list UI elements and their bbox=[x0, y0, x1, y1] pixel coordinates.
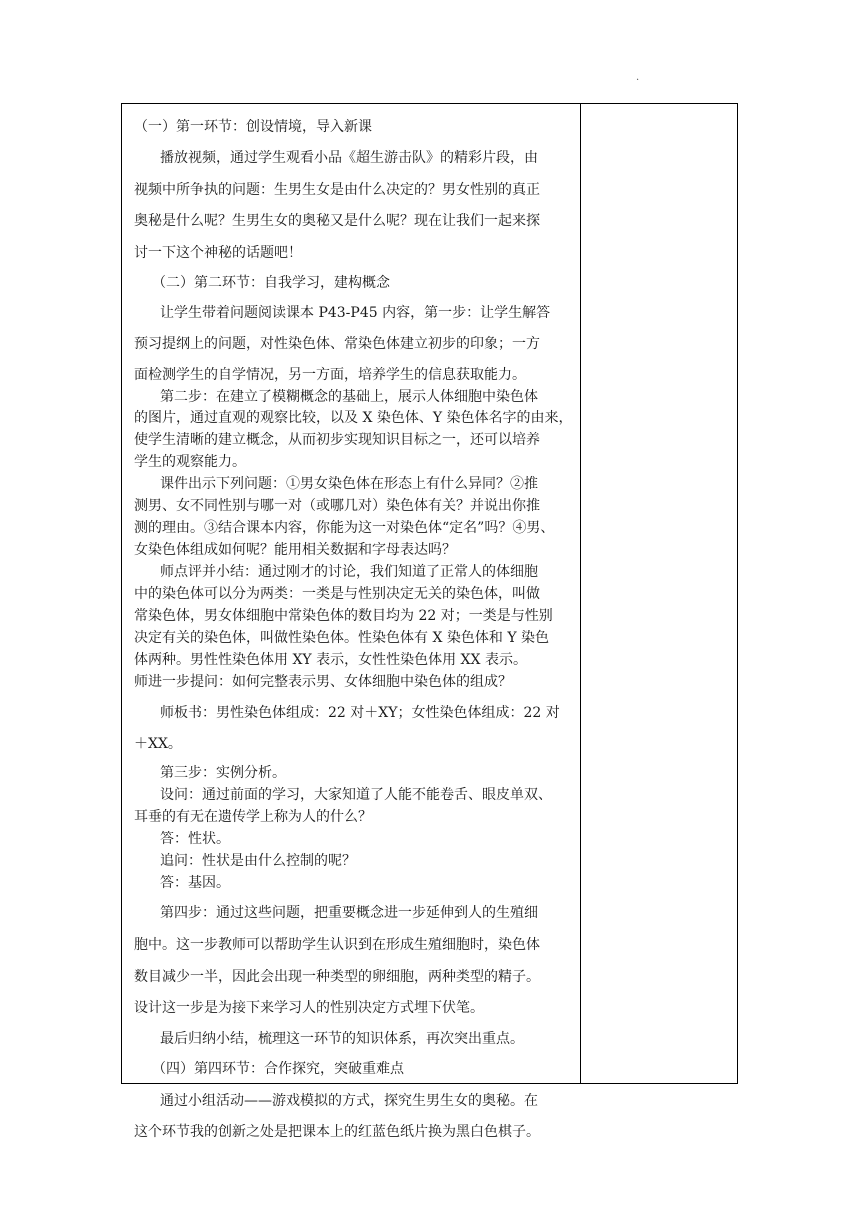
text-line: 中的染色体可以分为两类：一类是与性别决定无关的染色体，叫做 bbox=[134, 586, 540, 602]
text-line: 第三步：实例分析。 bbox=[160, 765, 286, 781]
text-line: 答：基因。 bbox=[160, 875, 230, 891]
text-line: 使学生清晰的建立概念，从而初步实现知识目标之一，还可以培养 bbox=[134, 432, 540, 448]
text-line: 讨一下这个神秘的话题吧！ bbox=[134, 245, 302, 261]
text-line: 最后归纳小结，梳理这一环节的知识体系，再次突出重点。 bbox=[160, 1031, 524, 1047]
text-line: 师板书：男性染色体组成：22 对＋XY；女性染色体组成：22 对 bbox=[160, 705, 560, 721]
text-line: ＋XX。 bbox=[134, 736, 182, 752]
text-line: 耳垂的有无在遗传学上称为人的什么？ bbox=[134, 809, 372, 825]
text-line: 常染色体，男女体细胞中常染色体的数目均为 22 对；一类是与性别 bbox=[134, 608, 553, 624]
text-line: 答：性状。 bbox=[160, 831, 230, 847]
text-line: 女染色体组成如何呢？能用相关数据和字母表达吗？ bbox=[134, 542, 456, 558]
text-line: 设问：通过前面的学习，大家知道了人能不能卷舌、眼皮单双、 bbox=[160, 787, 552, 803]
text-line: （二）第二环节：自我学习，建构概念 bbox=[152, 275, 390, 291]
text-line: （四）第四环节：合作探究，突破重难点 bbox=[152, 1061, 404, 1077]
text-line: 这个环节我的创新之处是把课本上的红蓝色纸片换为黑白色棋子。 bbox=[134, 1124, 540, 1140]
page-marker: . bbox=[636, 72, 640, 83]
table-column-divider bbox=[580, 103, 581, 1084]
text-line: 通过小组活动——游戏模拟的方式，探究生男生女的奥秘。在 bbox=[160, 1093, 538, 1109]
text-line: 的图片，通过直观的观察比较，以及 X 染色体、Y 染色体名字的由来， bbox=[134, 410, 573, 426]
text-line: 预习提纲上的问题，对性染色体、常染色体建立初步的印象；一方 bbox=[134, 336, 540, 352]
text-line: 师点评并小结：通过刚才的讨论，我们知道了正常人的体细胞 bbox=[160, 564, 538, 580]
text-line: 学生的观察能力。 bbox=[134, 454, 246, 470]
text-line: 数目减少一半，因此会出现一种类型的卵细胞，两种类型的精子。 bbox=[134, 969, 540, 985]
text-line: 设计这一步是为接下来学习人的性别决定方式埋下伏笔。 bbox=[134, 1000, 484, 1016]
text-line: 课件出示下列问题：①男女染色体在形态上有什么异同？②推 bbox=[160, 476, 538, 492]
text-line: 视频中所争执的问题：生男生女是由什么决定的？男女性别的真正 bbox=[134, 182, 540, 198]
text-line: 第四步：通过这些问题，把重要概念进一步延伸到人的生殖细 bbox=[160, 905, 538, 921]
text-line: 播放视频，通过学生观看小品《超生游击队》的精彩片段，由 bbox=[160, 150, 538, 166]
text-line: 体两种。男性性染色体用 XY 表示，女性性染色体用 XX 表示。 bbox=[134, 652, 527, 668]
text-line: 奥秘是什么呢？生男生女的奥秘又是什么呢？现在让我们一起来探 bbox=[134, 213, 540, 229]
text-line: 胞中。这一步教师可以帮助学生认识到在形成生殖细胞时，染色体 bbox=[134, 937, 540, 953]
text-line: 第二步：在建立了模糊概念的基础上，展示人体细胞中染色体 bbox=[160, 389, 538, 405]
text-line: 追问：性状是由什么控制的呢？ bbox=[160, 853, 356, 869]
text-line: 测男、女不同性别与哪一对（或哪几对）染色体有关？并说出你推 bbox=[134, 498, 540, 514]
text-line: 师进一步提问：如何完整表示男、女体细胞中染色体的组成？ bbox=[134, 674, 512, 690]
text-line: 决定有关的染色体，叫做性染色体。性染色体有 X 染色体和 Y 染色 bbox=[134, 630, 550, 646]
text-line: 测的理由。③结合课本内容，你能为这一对染色体“定名”吗？④男、 bbox=[134, 520, 555, 536]
text-line: 面检测学生的自学情况，另一方面，培养学生的信息获取能力。 bbox=[134, 367, 526, 383]
text-line: （一）第一环节：创设情境，导入新课 bbox=[134, 119, 372, 135]
text-line: 让学生带着问题阅读课本 P43-P45 内容，第一步：让学生解答 bbox=[160, 305, 551, 321]
